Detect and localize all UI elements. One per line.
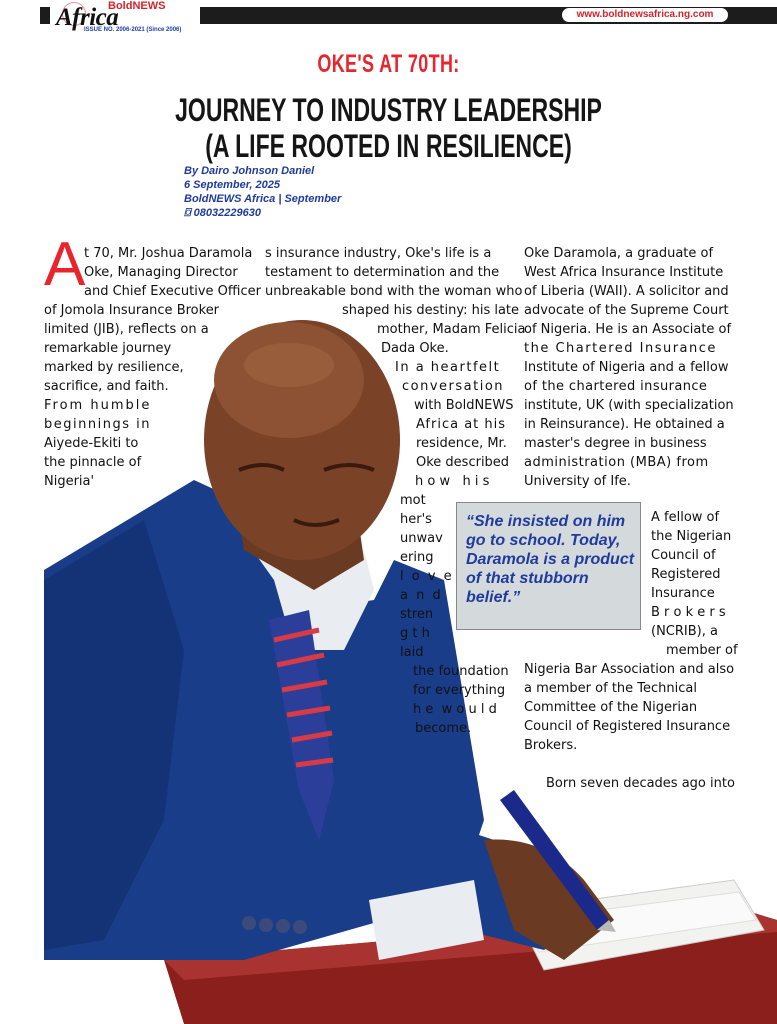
column-1-line: Nigeria' — [44, 474, 95, 489]
byline-publication: BoldNEWS Africa | September — [184, 193, 342, 205]
column-2-line: shaped his destiny: his late — [342, 303, 520, 318]
column-3-line: Registered — [651, 567, 721, 582]
column-3-line: West Africa Insurance Institute — [524, 265, 724, 280]
column-3-line: the Nigerian — [651, 529, 732, 544]
column-3-line: Council of — [651, 548, 716, 563]
column-2-line: conversation — [402, 379, 505, 394]
column-2-line: unbreakable bond with the woman who — [265, 284, 523, 299]
column-3-line — [524, 755, 738, 774]
column-2-line: h o w h i s — [415, 474, 490, 489]
column-2-line: residence, Mr. — [416, 436, 507, 451]
column-2-line: Africa at his — [416, 417, 507, 432]
column-3-line: Born seven decades ago into — [546, 776, 735, 791]
byline-author: By Dairo Johnson Daniel — [184, 165, 315, 177]
column-3-line: Council of Registered Insurance — [524, 719, 731, 734]
column-3-line: Brokers. — [524, 738, 578, 753]
column-2-line: for everything — [413, 683, 506, 698]
column-3-line: member of — [666, 643, 738, 658]
column-2-line: testament to determination and the — [265, 265, 500, 280]
column-3-line: (NCRIB), a — [651, 624, 718, 639]
column-3-line: administration (MBA) from — [524, 455, 709, 470]
column-2-line: unwav — [400, 531, 443, 546]
column-2-line: a n d — [400, 588, 443, 603]
column-2-line: h e w o u l d — [413, 702, 497, 717]
column-3-line: Committee of the Nigerian — [524, 700, 698, 715]
column-1-line: and Chief Executive Officer — [84, 284, 261, 299]
column-1-line: limited (JIB), reflects on a — [44, 322, 209, 337]
column-3-line: University of Ife. — [524, 474, 631, 489]
column-3-line: A fellow of — [651, 510, 720, 525]
headline-kicker: OKE'S AT 70TH: — [317, 50, 460, 78]
column-3-line: Oke Daramola, a graduate of — [524, 246, 714, 261]
headline-line-2: (A LIFE ROOTED IN RESILIENCE) — [205, 128, 572, 164]
byline-date: 6 September, 2025 — [184, 179, 281, 191]
column-1-line: sacrifice, and faith. — [44, 379, 169, 394]
column-2-line: mot — [400, 493, 426, 508]
column-3-line: Insurance — [651, 586, 715, 601]
column-2-line: with BoldNEWS — [414, 398, 514, 413]
column-3-line: a member of the Technical — [524, 681, 697, 696]
column-2-line: become. — [415, 721, 472, 736]
column-1-line: marked by resilience, — [44, 360, 184, 375]
article-column-1 — [44, 244, 261, 491]
column-1-line: t 70, Mr. Joshua Daramola — [84, 246, 253, 261]
column-2-line: stren — [400, 607, 434, 622]
column-2-line: laid — [400, 645, 424, 660]
column-3-line: of Liberia (WAII). A solicitor and — [524, 284, 729, 299]
logo-brand-name: Africa — [56, 4, 119, 31]
byline-phone[interactable]: ⌼ 08032229630 — [184, 207, 261, 219]
column-2-line: l o v e — [400, 569, 454, 584]
column-3-line: Nigeria Bar Association and also — [524, 662, 735, 677]
column-1-line: beginnings in — [44, 417, 151, 432]
column-3-line: the Chartered Insurance — [524, 341, 717, 356]
article-column-2 — [265, 244, 525, 738]
column-2-line: mother, Madam Felicia — [377, 322, 526, 337]
column-1-line: the pinnacle of — [44, 455, 142, 470]
column-2-line: Dada Oke. — [381, 341, 449, 356]
website-link[interactable]: www.boldnewsafrica.ng.com — [562, 8, 728, 22]
pull-quote: “She insisted on him go to school. Today, Daramola is a product of that stubborn belief.” — [466, 513, 635, 606]
column-2-line: Oke described — [416, 455, 510, 470]
column-1-line: Aiyede-Ekiti to — [44, 436, 139, 451]
column-3-line: advocate of the Supreme Court — [524, 303, 729, 318]
column-2-line: s insurance industry, Oke's life is a — [265, 246, 492, 261]
issue-number: ISSUE NO. 2006-2021 (Since 2006) — [84, 27, 182, 33]
column-1-line: of Jomola Insurance Broker — [44, 303, 220, 318]
column-2-line: the foundation — [413, 664, 509, 679]
headline-line-1: JOURNEY TO INDUSTRY LEADERSHIP — [175, 92, 602, 128]
column-3-line: Institute of Nigeria and a fellow — [524, 360, 729, 375]
column-2-line: In a heartfelt — [395, 360, 501, 375]
column-1-line: From humble — [44, 398, 152, 413]
column-1-line: Oke, Managing Director — [84, 265, 238, 280]
column-3-line: institute, UK (with specialization — [524, 398, 734, 413]
column-2-line: ering — [400, 550, 434, 565]
column-1-line: remarkable journey — [44, 341, 172, 356]
column-3-line: in Reinsurance). He obtained a — [524, 417, 725, 432]
column-3-line: of Nigeria. He is an Associate of — [524, 322, 732, 337]
column-3-line: master's degree in business — [524, 436, 707, 451]
column-3-line: B r o k e r s — [651, 605, 726, 620]
logo-brand-top: BoldNEWS — [108, 0, 166, 12]
column-2-line: her's — [400, 512, 432, 527]
column-3-line: of the chartered insurance — [524, 379, 708, 394]
drop-cap: A — [44, 230, 86, 299]
column-2-line: g t h — [400, 626, 430, 641]
